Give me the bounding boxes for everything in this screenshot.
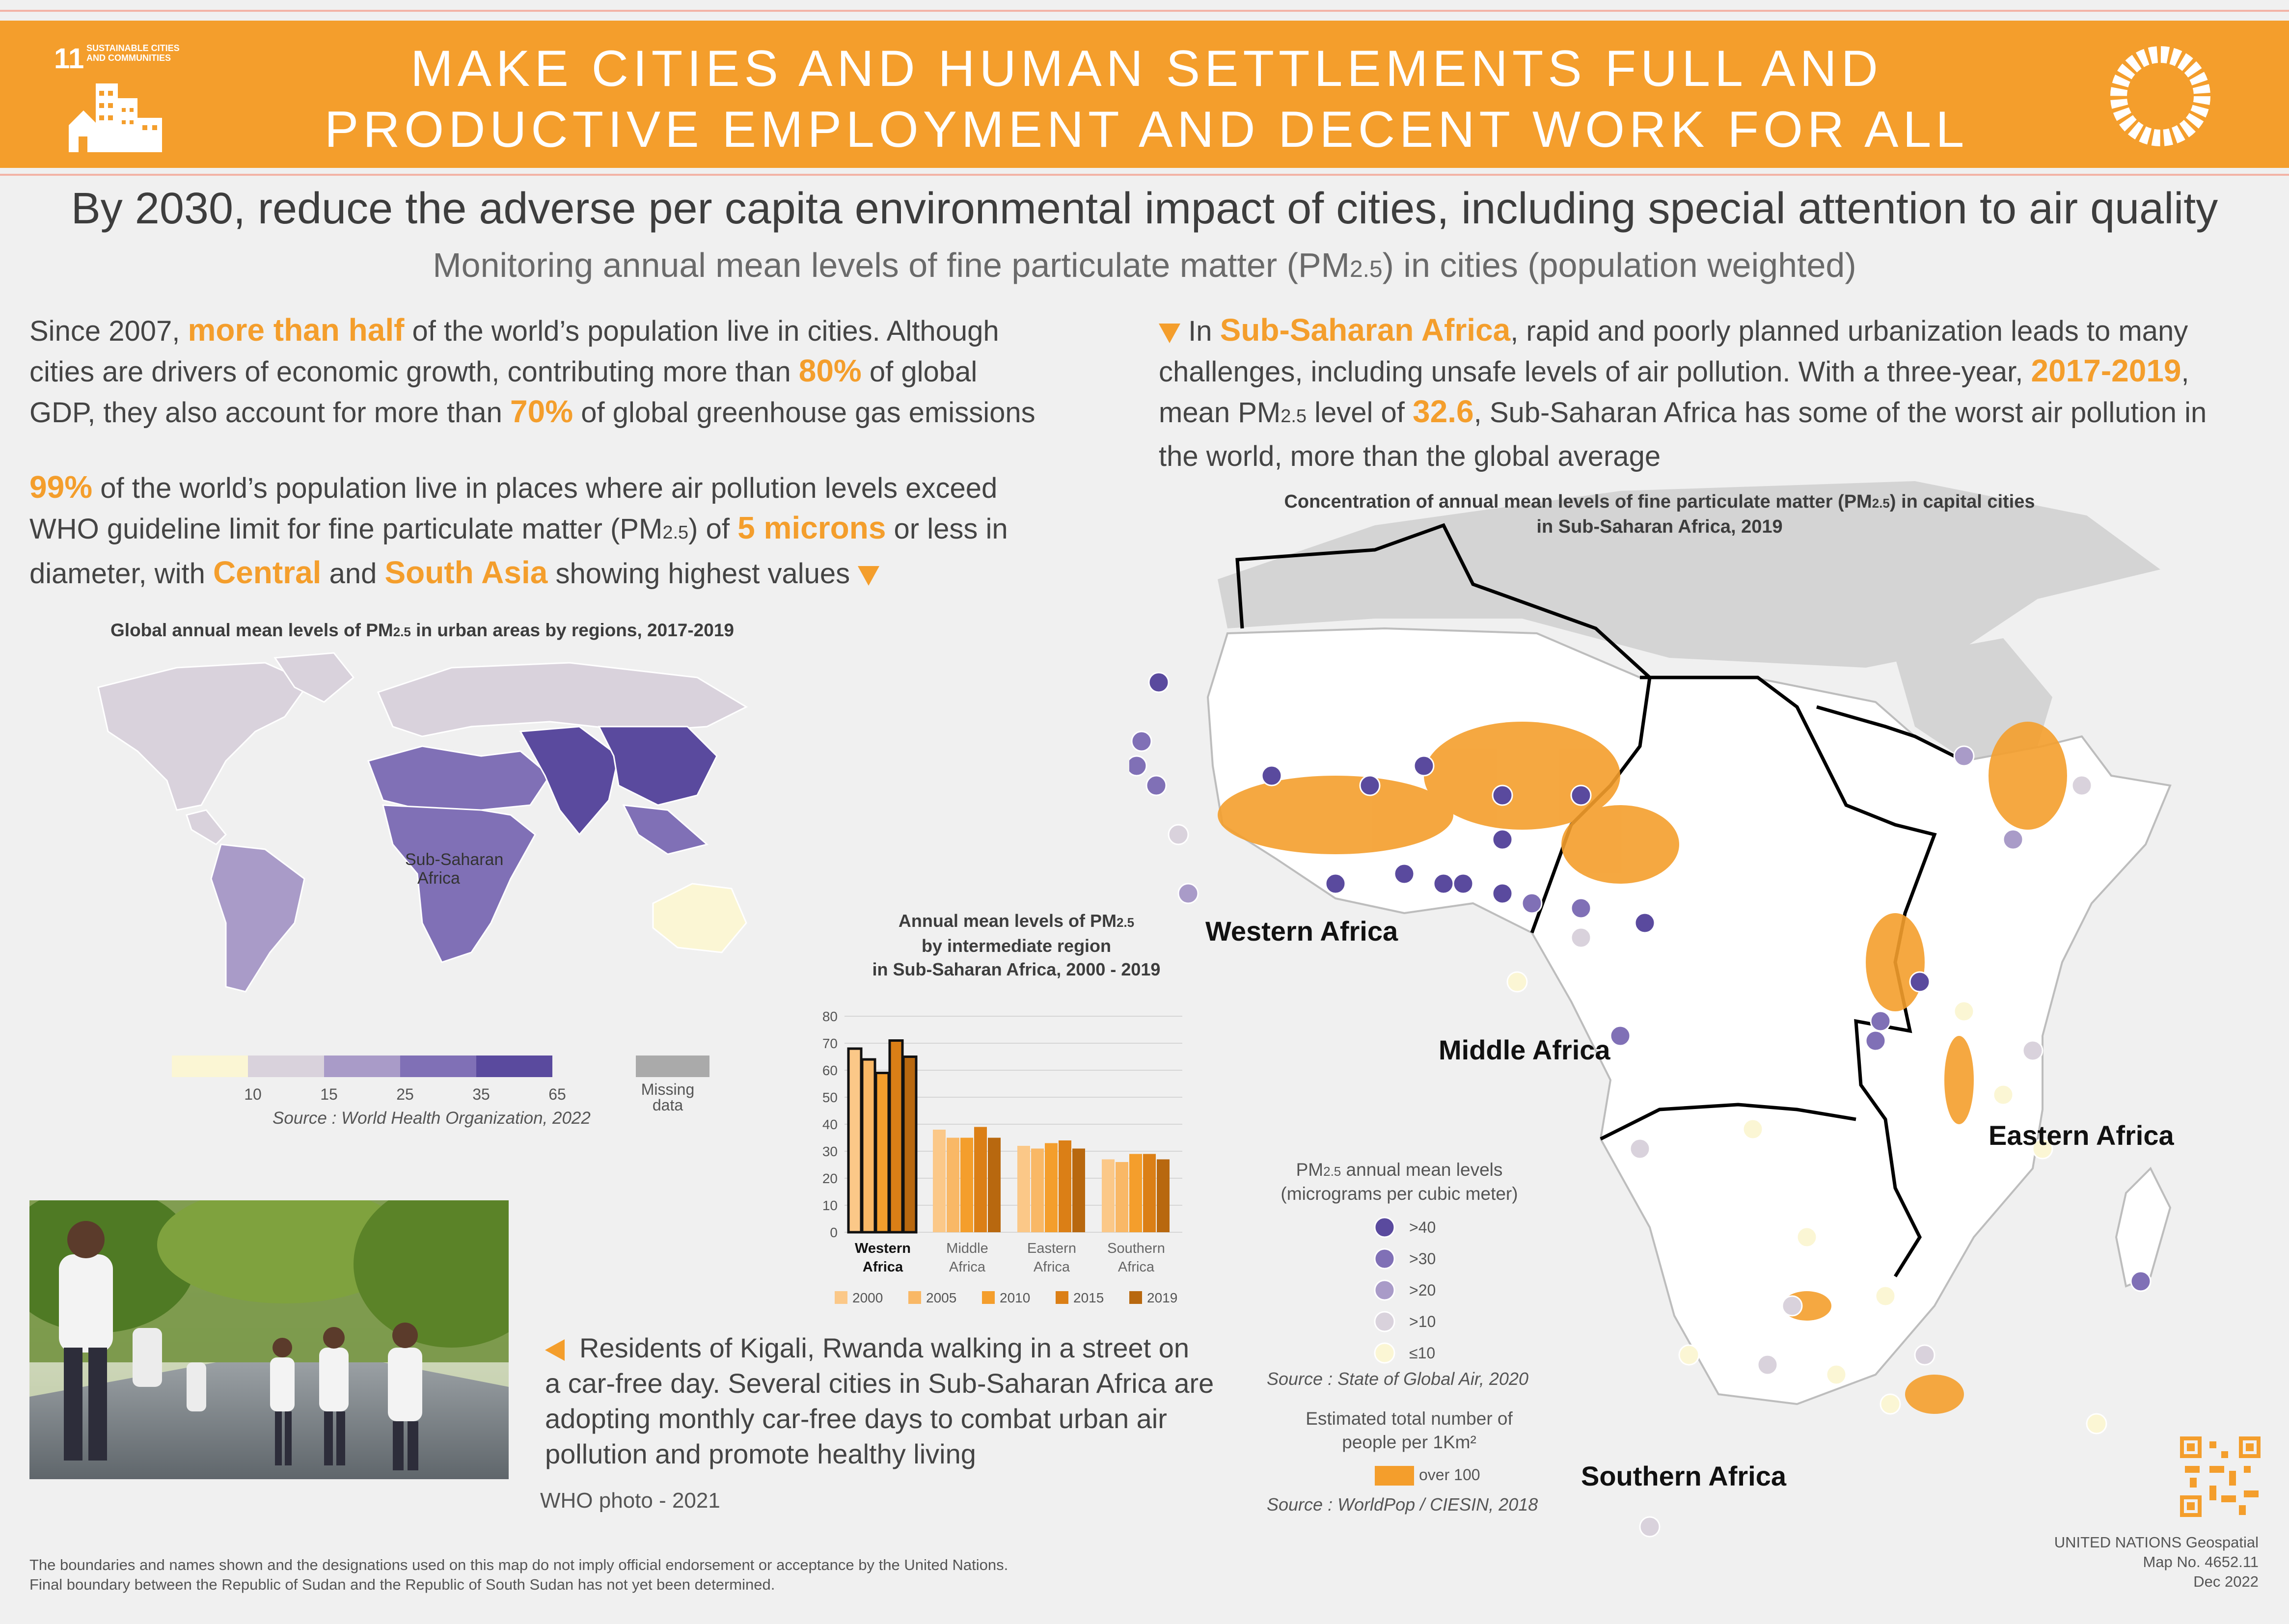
pop-source: Source : WorldPop / CIESIN, 2018 — [1267, 1494, 1538, 1515]
category-label: Southern — [1107, 1241, 1165, 1256]
australia — [653, 884, 746, 952]
map-credit: UNITED NATIONS Geospatial Map No. 4652.11 Dec 2022 — [2054, 1534, 2259, 1590]
pm-level-swatch — [1375, 1218, 1394, 1237]
legend-label: 2010 — [1000, 1290, 1031, 1305]
photo-credit: WHO photo - 2021 — [540, 1489, 720, 1513]
pop-label: over 100 — [1419, 1466, 1480, 1484]
missing-swatch — [636, 1056, 709, 1077]
bar-chart-title: Annual mean levels of PM2.5 by intermediate region in Sub-Saharan Africa, 2000 - 2019 — [872, 911, 1161, 979]
legend-label: 2000 — [852, 1290, 883, 1305]
kigali-photo — [29, 1200, 509, 1479]
legend-swatch — [476, 1056, 552, 1077]
africa-map-title: Concentration of annual mean levels of fine particulate matter (PM2.5) in capital cities in Sub-Saharan Africa, 2019 — [1284, 491, 2035, 537]
category-label: Africa — [1033, 1259, 1070, 1275]
photo-caption: Residents of Kigali, Rwanda walking in a street on a car-free day. Several cities in Sub-Saharan Africa are adopting monthly car-free days to combat urban air pollution and promote healthy living — [545, 1332, 1214, 1469]
pollution-paragraph: 99% of the world’s population live in places where air pollution levels exceed WHO guideline limit for fine particulate matter (PM2.5) of 5 microns or less in diameter, with Central and South Asia showing highest values — [29, 469, 1008, 590]
missing-label: Missing — [641, 1081, 695, 1098]
north-africa-west-asia — [368, 746, 550, 810]
pm-level-swatch — [1375, 1249, 1394, 1269]
y-tick-label: 70 — [822, 1036, 838, 1051]
europe-russia — [378, 663, 746, 736]
pm-level-swatch — [1375, 1280, 1394, 1300]
legend-tick: 10 — [244, 1085, 262, 1103]
sdg-wheel-icon — [2106, 42, 2214, 150]
down-arrow-icon — [1159, 324, 1180, 343]
sdg-number: 11 — [54, 43, 84, 75]
pm-level-label: >10 — [1409, 1313, 1436, 1330]
pm-level-label: >30 — [1409, 1250, 1436, 1268]
southeast-asia — [624, 805, 707, 854]
bar — [1045, 1143, 1058, 1233]
south-america — [211, 844, 304, 992]
bar — [890, 1041, 902, 1233]
pm-level-swatch — [1375, 1343, 1394, 1363]
bar — [1116, 1162, 1128, 1232]
left-arrow-icon — [545, 1339, 565, 1361]
legend-tick: 15 — [320, 1085, 338, 1103]
legend-tick: 65 — [548, 1085, 566, 1103]
missing-label: data — [652, 1096, 683, 1114]
category-label: Western — [855, 1241, 911, 1256]
pop-swatch — [1375, 1466, 1414, 1486]
ssa-paragraph: In Sub-Saharan Africa, rapid and poorly planned urbanization leads to many challenges, including unsafe levels of air pollution. With a three-year, 2017-2019, mean PM2.5 level of 32.6, Sub-Saharan Africa has some of the worst air pollution in the world, more than the global average — [1159, 312, 2207, 472]
city-buildings-icon — [69, 79, 167, 152]
bar — [1072, 1149, 1085, 1233]
region-label: Eastern Africa — [1989, 1120, 2174, 1151]
legend-swatch — [835, 1291, 847, 1304]
y-tick-label: 60 — [822, 1063, 838, 1078]
world-choropleth-map — [79, 648, 786, 1001]
east-asia — [599, 727, 717, 805]
legend-label: 2005 — [926, 1290, 957, 1305]
legend-tick: 25 — [396, 1085, 414, 1103]
north-america — [98, 663, 309, 810]
bar — [988, 1138, 1001, 1233]
world-legend — [172, 1056, 736, 1146]
pm-legend-title: PM2.5 annual mean levels (micrograms per cubic meter) — [1281, 1160, 1518, 1204]
legend-tick: 35 — [472, 1085, 490, 1103]
bar — [947, 1138, 959, 1233]
bar — [960, 1138, 973, 1233]
madagascar — [2116, 1168, 2170, 1286]
category-label: Africa — [1117, 1259, 1155, 1275]
world-legend-swatches — [172, 1056, 736, 1144]
bar — [933, 1130, 946, 1232]
africa-map — [1129, 471, 2289, 1561]
bottom-rule — [0, 174, 2289, 176]
bar — [1102, 1160, 1115, 1233]
y-tick-label: 0 — [830, 1225, 838, 1240]
air-source: Source : State of Global Air, 2020 — [1267, 1369, 1528, 1389]
world-map-source: Source : World Health Organization, 2022 — [272, 1109, 591, 1128]
bar — [903, 1057, 916, 1233]
legend-swatch — [324, 1056, 400, 1077]
category-label: Africa — [862, 1259, 903, 1275]
intro-paragraph: Since 2007, more than half of the world’s population live in cities. Although cities are drivers of economic growth, contributing more than 80% of global GDP, they also account for more than 70% of global greenhouse gas emissions — [29, 312, 1036, 429]
y-tick-label: 50 — [822, 1090, 838, 1105]
central-america — [187, 810, 226, 844]
bar — [876, 1073, 889, 1233]
world-map-title: Global annual mean levels of PM2.5 in urban areas by regions, 2017-2019 — [110, 620, 734, 640]
bar — [974, 1127, 987, 1233]
subheadline: Monitoring annual mean levels of fine particulate matter (PM2.5) in cities (population weighted) — [433, 246, 1856, 284]
pm-level-label: >20 — [1409, 1281, 1436, 1299]
ssa-map-label: Africa — [417, 869, 460, 888]
category-label: Middle — [946, 1241, 988, 1256]
region-label: Southern Africa — [1581, 1461, 1786, 1491]
legend-swatch — [1056, 1291, 1068, 1304]
category-label: Africa — [949, 1259, 986, 1275]
legend-label: 2019 — [1147, 1290, 1178, 1305]
y-tick-label: 20 — [822, 1171, 838, 1186]
pop-legend-title: Estimated total number of people per 1Km² — [1306, 1408, 1513, 1452]
pm-legend — [1370, 1213, 1488, 1375]
banner-title: MAKE CITIES AND HUMAN SETTLEMENTS FULL AND PRODUCTIVE EMPLOYMENT AND DECENT WORK FOR ALL — [324, 40, 1969, 158]
legend-swatch — [908, 1291, 921, 1304]
sdg-label: SUSTAINABLE CITIES AND COMMUNITIES — [86, 43, 180, 63]
top-rule — [0, 10, 2289, 12]
pm-level-swatch — [1375, 1312, 1394, 1331]
pm-level-label: >40 — [1409, 1218, 1436, 1236]
legend-swatch — [982, 1291, 995, 1304]
down-arrow-icon — [858, 566, 879, 586]
y-tick-label: 80 — [822, 1009, 838, 1024]
qr-code-icon — [2180, 1436, 2261, 1517]
bar — [1017, 1146, 1030, 1232]
ssa-map-label: Sub-Saharan — [405, 850, 504, 869]
y-tick-label: 40 — [822, 1117, 838, 1132]
legend-label: 2015 — [1073, 1290, 1104, 1305]
region-label: Middle Africa — [1439, 1034, 1610, 1065]
bar — [862, 1059, 875, 1232]
headline: By 2030, reduce the adverse per capita environmental impact of cities, including special attention to air quality — [71, 184, 2218, 233]
y-tick-label: 30 — [822, 1144, 838, 1159]
legend-swatch — [400, 1056, 476, 1077]
y-tick-label: 10 — [822, 1198, 838, 1213]
legend-swatch — [248, 1056, 324, 1077]
pm-level-label: ≤10 — [1409, 1344, 1436, 1362]
legend-swatch — [172, 1056, 248, 1077]
bar — [848, 1049, 861, 1232]
disclaimer: The boundaries and names shown and the designations used on this map do not imply official endorsement or acceptance by the United Nations. Final boundary between the Republic of Sudan and the Republic of South Sudan has not yet been determined. — [29, 1556, 1008, 1593]
bar — [1031, 1149, 1044, 1233]
category-label: Eastern — [1027, 1241, 1076, 1256]
region-label: Western Africa — [1205, 916, 1398, 947]
bar — [1059, 1140, 1071, 1232]
